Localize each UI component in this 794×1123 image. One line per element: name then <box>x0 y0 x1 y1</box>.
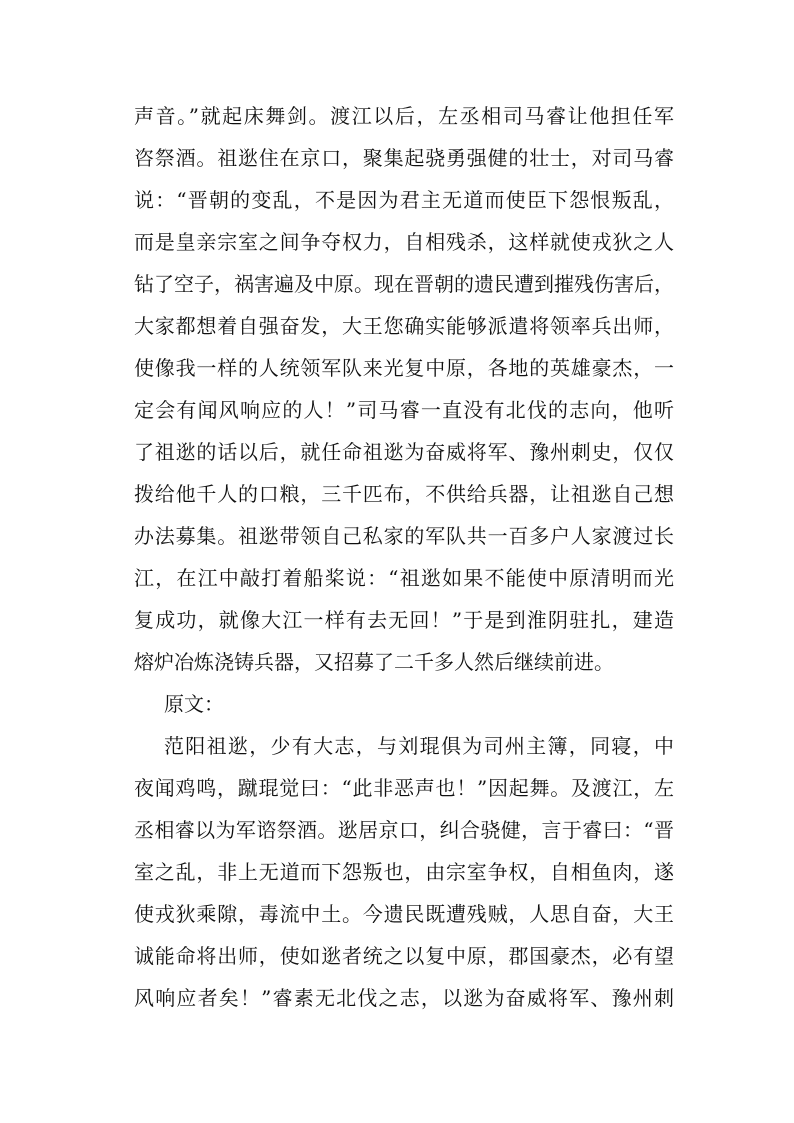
text-line: 定会有闻风响应的人！”司马睿一直没有北伐的志向，他听 <box>134 398 674 422</box>
text-line: 使像我一样的人统领军队来光复中原，各地的英雄豪杰，一 <box>134 356 674 380</box>
section-heading: 原文： <box>164 692 224 716</box>
text-line: 熔炉冶炼浇铸兵器，又招募了二千多人然后继续前进。 <box>134 650 614 674</box>
text-line: 室之乱，非上无道而下怨叛也，由宗室争权，自相鱼肉，遂 <box>134 860 674 884</box>
text-line: 复成功，就像大江一样有去无回！”于是到淮阴驻扎，建造 <box>134 608 674 632</box>
text-line: 使戎狄乘隙，毒流中土。今遗民既遭残贼，人思自奋，大王 <box>134 902 674 926</box>
text-line: 风响应者矣！”睿素无北伐之志，以逖为奋威将军、豫州刺 <box>134 986 674 1010</box>
text-line: 江，在江中敲打着船桨说：“祖逖如果不能使中原清明而光 <box>134 566 674 590</box>
text-line: 办法募集。祖逖带领自己私家的军队共一百多户人家渡过长 <box>134 524 674 548</box>
text-line: 说：“晋朝的变乱，不是因为君主无道而使臣下怨恨叛乱， <box>134 188 674 212</box>
text-line: 夜闻鸡鸣，蹴琨觉曰：“此非恶声也！”因起舞。及渡江，左 <box>134 776 674 800</box>
text-line: 大家都想着自强奋发，大王您确实能够派遣将领率兵出师， <box>134 314 674 338</box>
text-line: 丞相睿以为军谘祭酒。逖居京口，纠合骁健，言于睿曰：“晋 <box>134 818 674 842</box>
text-line: 而是皇亲宗室之间争夺权力，自相残杀，这样就使戎狄之人 <box>134 230 674 254</box>
text-line: 拨给他千人的口粮，三千匹布，不供给兵器，让祖逖自己想 <box>134 482 674 506</box>
text-line: 了祖逖的话以后，就任命祖逖为奋威将军、豫州刺史，仅仅 <box>134 440 674 464</box>
text-line: 范阳祖逖，少有大志，与刘琨俱为司州主簿，同寝，中 <box>164 734 674 758</box>
text-line: 诚能命将出师，使如逖者统之以复中原，郡国豪杰，必有望 <box>134 944 674 968</box>
text-line: 声音。”就起床舞剑。渡江以后，左丞相司马睿让他担任军 <box>134 104 674 128</box>
text-line: 咨祭酒。祖逖住在京口，聚集起骁勇强健的壮士，对司马睿 <box>134 146 674 170</box>
text-line: 钻了空子，祸害遍及中原。现在晋朝的遗民遭到摧残伤害后， <box>134 272 674 296</box>
